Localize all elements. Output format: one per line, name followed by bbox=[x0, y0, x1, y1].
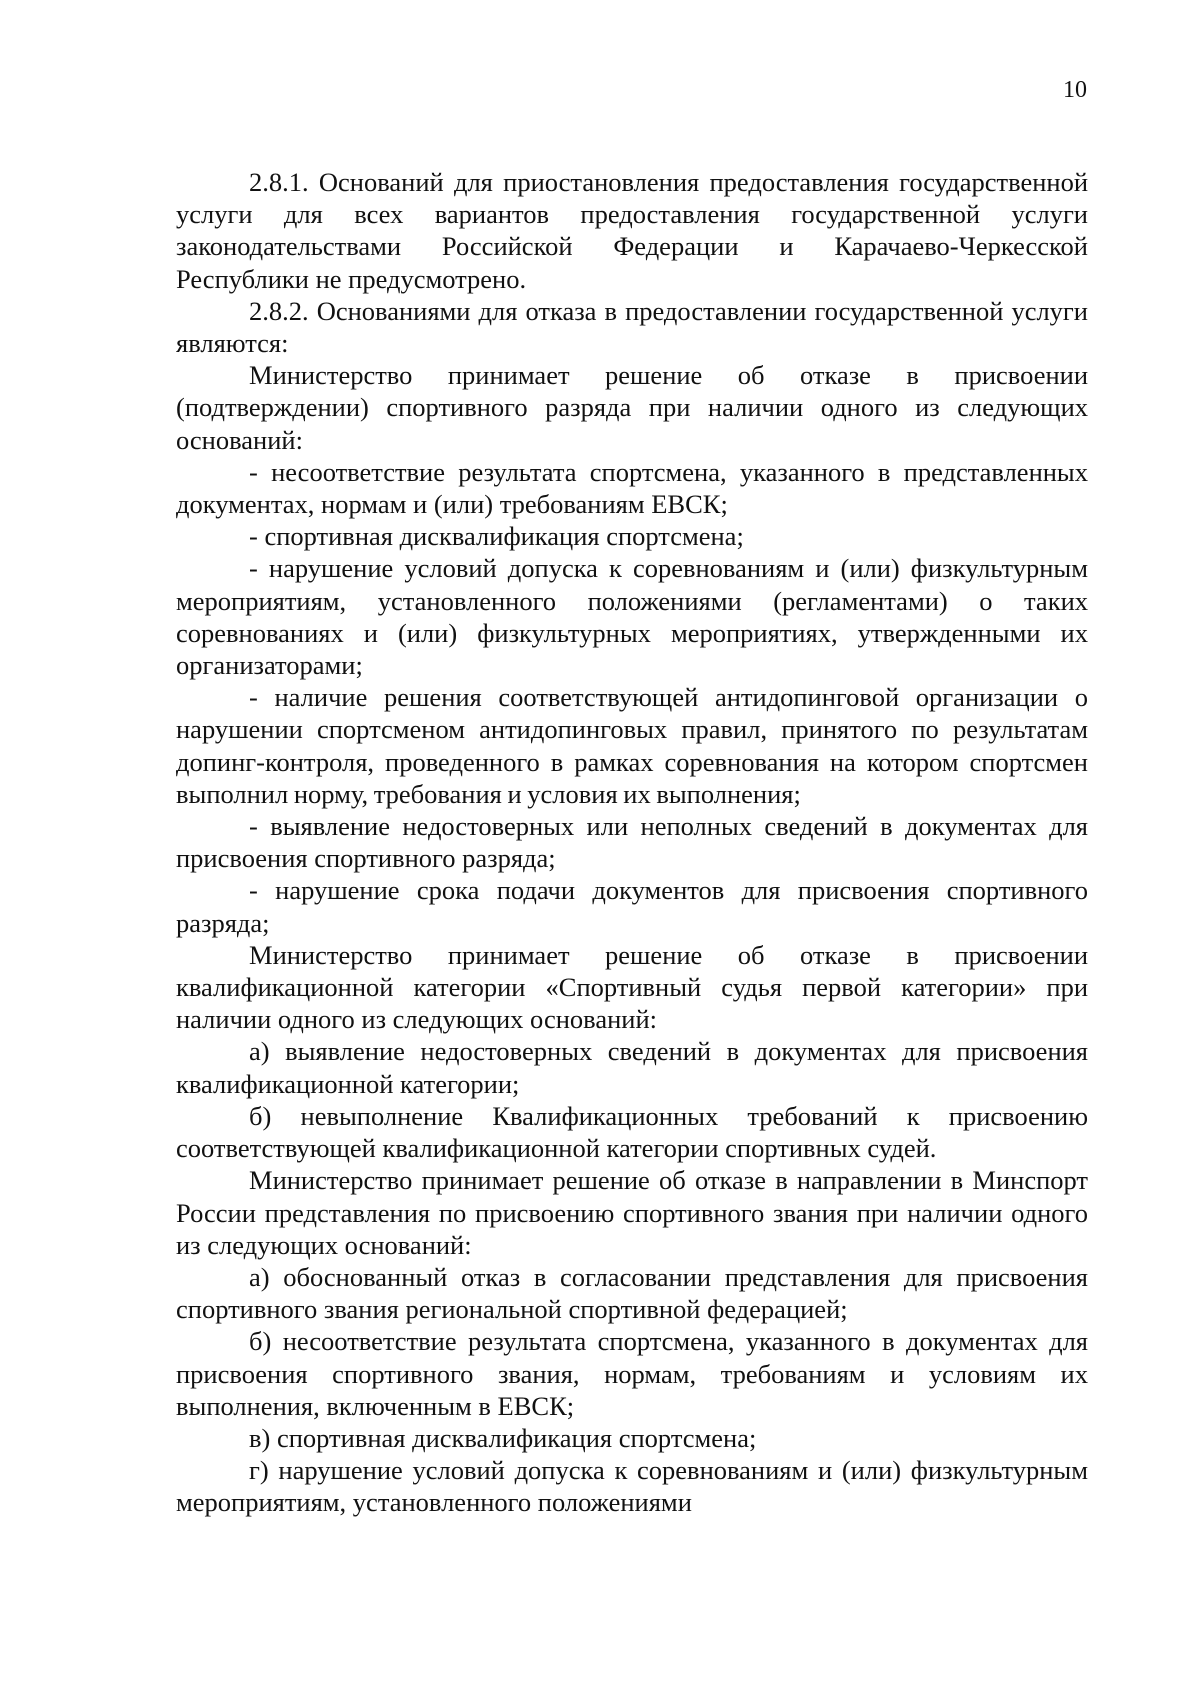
list-item-referee-b: б) невыполнение Квалификационных требований к присвоению соответствующей квалификационной категории спортивных судей. bbox=[176, 1100, 1088, 1164]
paragraph-2-8-1: 2.8.1. Оснований для приостановления предоставления государственной услуги для всех вариантов предоставления государственной услуги законодательствами Российской Федерации и Карачаево-Черкесской Республики не предусмотрено. bbox=[176, 167, 1088, 294]
list-item-deadline-violation: - нарушение срока подачи документов для присвоения спортивного разряда; bbox=[176, 875, 1088, 938]
list-item-unreliable-info: - выявление недостоверных или неполных сведений в документах для присвоения спортивного разряда; bbox=[176, 811, 1088, 874]
list-item-disqualification: - спортивная дисквалификация спортсмена; bbox=[249, 521, 744, 552]
list-item-title-b: б) несоответствие результата спортсмена, указанного в документах для присвоения спортивного звания, нормам, требованиям и условиям их выполнения, включенным в ЕВСК; bbox=[176, 1326, 1088, 1421]
document-body bbox=[176, 166, 1088, 1519]
list-item-antidoping: - наличие решения соответствующей антидопинговой организации о нарушении спортсменом антидопинговых правил, принятого по результатам допинг-контроля, проведенного в рамках соревнования на котором спортсмен выполнил норму, требования и условия их выполнения; bbox=[176, 682, 1088, 809]
list-item-title-a: а) обоснованный отказ в согласовании представления для присвоения спортивного звания региональной спортивной федерацией; bbox=[176, 1261, 1088, 1325]
list-item-result-mismatch: - несоответствие результата спортсмена, указанного в представленных документах, нормам и (или) требованиям ЕВСК; bbox=[176, 456, 1088, 520]
page-number: 10 bbox=[1063, 77, 1087, 103]
paragraph-2-8-2: 2.8.2. Основаниями для отказа в предоставлении государственной услуги являются: bbox=[176, 295, 1088, 359]
paragraph-referee-category-refusal: Министерство принимает решение об отказе в присвоении квалификационной категории «Спортивный судья первой категории» при наличии одного из следующих оснований: bbox=[176, 939, 1088, 1035]
paragraph-sport-title-refusal: Министерство принимает решение об отказе в направлении в Минспорт России представления по присвоению спортивного звания при наличии одного из следующих оснований: bbox=[176, 1165, 1088, 1260]
list-item-referee-a: а) выявление недостоверных сведений в документах для присвоения квалификационной категории; bbox=[176, 1036, 1088, 1099]
list-item-title-d: г) нарушение условий допуска к соревнованиям и (или) физкультурным мероприятиям, установленного положениями bbox=[176, 1455, 1088, 1518]
list-item-title-c: в) спортивная дисквалификация спортсмена; bbox=[249, 1422, 757, 1453]
paragraph-sport-rank-refusal: Министерство принимает решение об отказе в присвоении (подтверждении) спортивного разряда при наличии одного из следующих оснований: bbox=[176, 360, 1088, 455]
list-item-admission-violation: - нарушение условий допуска к соревнованиям и (или) физкультурным мероприятиям, установленного положениями (регламентами) о таких соревнованиях и (или) физкультурных мероприятиях, утвержденными их организаторами; bbox=[176, 553, 1088, 681]
